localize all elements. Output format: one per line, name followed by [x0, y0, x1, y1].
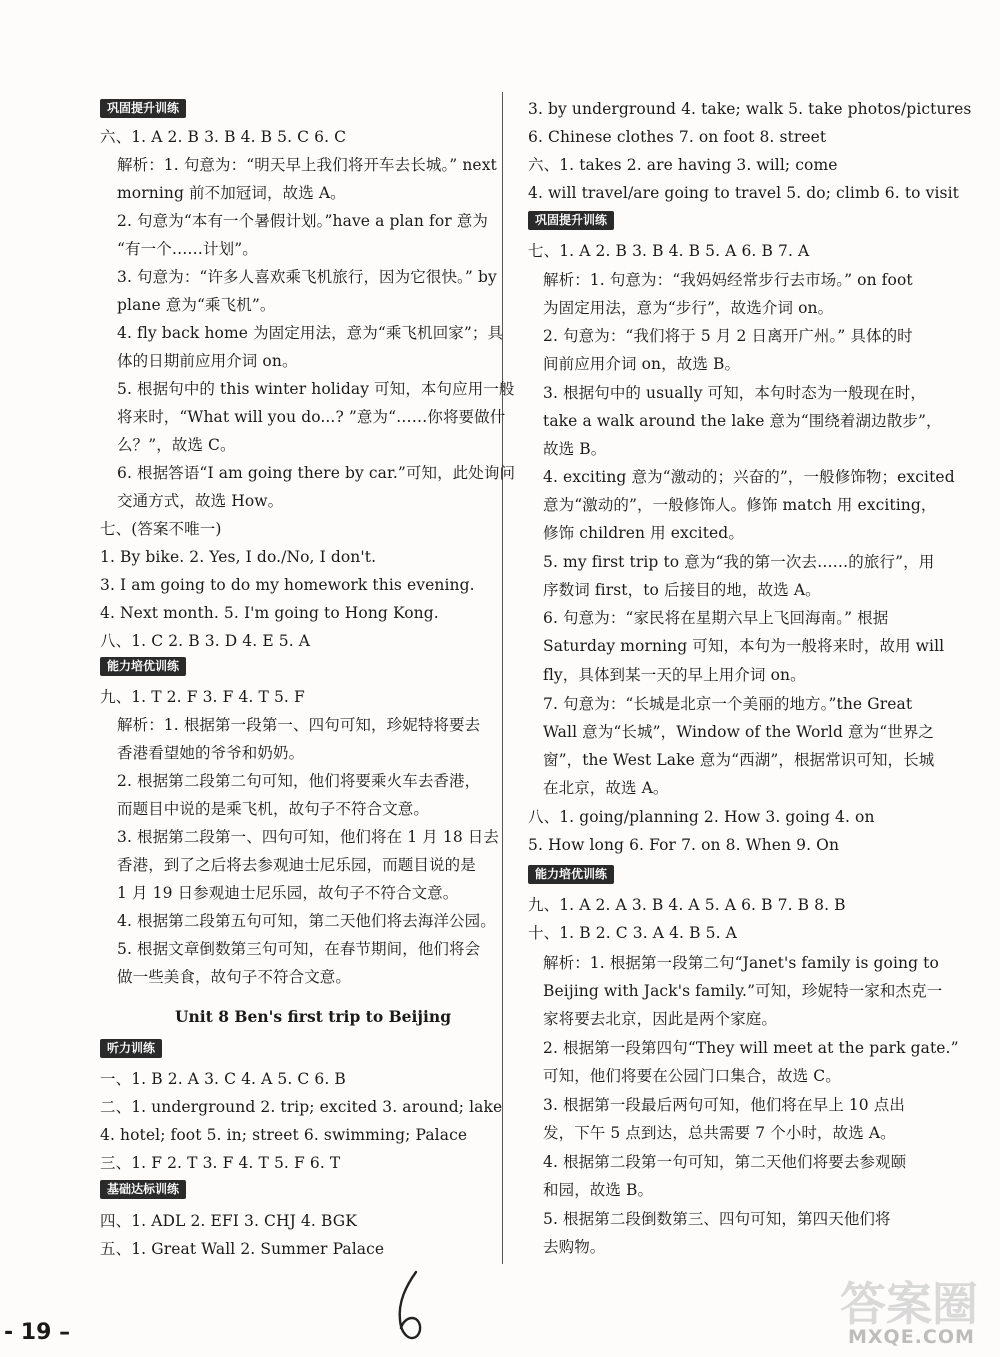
answer-line: 间前应用介词 on，故选 B。 [543, 355, 741, 373]
answer-line: 可知，他们将要在公园门口集合，故选 C。 [543, 1067, 841, 1085]
section-tag-listening: 听力训练 [100, 1039, 162, 1058]
answer-line: 为固定用法，意为“步行”，故选介词 on。 [543, 299, 834, 317]
answer-line: 6. 根据答语“I am going there by car.”可知，此处询问 [117, 464, 516, 482]
answer-line: 2. 根据第二段第二句可知，他们将要乘火车去香港， [117, 772, 481, 790]
section-tag-ability: 能力培优训练 [528, 865, 614, 884]
answer-line: 4. will travel/are going to travel 5. do; climb 6. to visit [528, 184, 959, 202]
answer-line: 六、1. A 2. B 3. B 4. B 5. C 6. C [100, 128, 347, 146]
answer-line: 4. 根据第二段第一句可知，第二天他们将要去参观颐 [543, 1153, 907, 1171]
answer-line: 2. 句意为“本有一个暑假计划。”have a plan for 意为 [117, 212, 488, 230]
answer-line: 4. hotel; foot 5. in; street 6. swimming; Palace [100, 1126, 468, 1144]
watermark-url: MXQE.COM [848, 1326, 975, 1348]
answer-line: 2. 句意为：“我们将于 5 月 2 日离开广州。” 具体的时 [543, 327, 913, 345]
answer-line: 意为“激动的”，一般修饰人。修饰 match 用 exciting， [543, 496, 937, 514]
column-divider [502, 92, 503, 1264]
answer-line: morning 前不加冠词，故选 A。 [117, 184, 346, 202]
answer-line: 家将要去北京，因此是两个家庭。 [543, 1010, 778, 1028]
handwritten-mark-icon [390, 1268, 430, 1346]
watermark-text: 答案圈 [840, 1277, 978, 1331]
answer-line: Wall 意为“长城”，Window of the World 意为“世界之 [543, 723, 935, 741]
answer-line: 3. 句意为：“许多人喜欢乘飞机旅行，因为它很快。” by [117, 268, 497, 286]
answer-line: 3. I am going to do my homework this evening. [100, 576, 475, 594]
answer-line: 六、1. takes 2. are having 3. will; come [528, 156, 838, 174]
section-tag-consolidate: 巩固提升训练 [528, 211, 614, 230]
answer-line: 和园，故选 B。 [543, 1181, 654, 1199]
answer-line: Beijing with Jack's family.”可知，珍妮特一家和杰克一 [543, 982, 943, 1000]
page-number: - 19 – [4, 1320, 71, 1345]
answer-line: 4. fly back home 为固定用法，意为“乘飞机回家”；具 [117, 324, 504, 342]
answer-line: 4. exciting 意为“激动的；兴奋的”，一般修饰物；excited [543, 468, 955, 486]
section-tag-basic: 基础达标训练 [100, 1180, 186, 1199]
answer-line: 香港看望她的爷爷和奶奶。 [117, 744, 305, 762]
answer-line: 九、1. A 2. A 3. B 4. A 5. A 6. B 7. B 8. B [528, 896, 846, 914]
answer-line: fly，具体到某一天的早上用介词 on。 [543, 666, 806, 684]
section-tag-ability: 能力培优训练 [100, 657, 186, 676]
answer-line: 一、1. B 2. A 3. C 4. A 5. C 6. B [100, 1070, 346, 1088]
answer-line: 体的日期前应用介词 on。 [117, 352, 298, 370]
answer-line: 七、(答案不唯一) [100, 520, 222, 538]
answer-line: 5. How long 6. For 7. on 8. When 9. On [528, 836, 840, 854]
answer-line: 二、1. underground 2. trip; excited 3. around; lake [100, 1098, 503, 1116]
answer-line: 四、1. ADL 2. EFI 3. CHJ 4. BGK [100, 1212, 357, 1230]
answer-line: 么？”，故选 C。 [117, 436, 236, 454]
answer-line: 八、1. C 2. B 3. D 4. E 5. A [100, 632, 311, 650]
answer-line: 解析：1. 根据第一段第二句“Janet's family is going to [543, 954, 939, 972]
answer-line: 1 月 19 日参观迪士尼乐园，故句子不符合文意。 [117, 884, 459, 902]
answer-line: 7. 句意为：“长城是北京一个美丽的地方。”the Great [543, 695, 913, 713]
answer-line: 发，下午 5 点到达，总共需要 7 个小时，故选 A。 [543, 1124, 896, 1142]
answer-line: 解析：1. 根据第一段第一、四句可知，珍妮特将要去 [117, 716, 481, 734]
answer-line: 1. By bike. 2. Yes, I do./No, I don't. [100, 548, 377, 566]
answer-line: 修饰 children 用 excited。 [543, 524, 744, 542]
answer-line: 3. 根据句中的 usually 可知，本句时态为一般现在时， [543, 384, 927, 402]
answer-line: 3. by underground 4. take; walk 5. take photos/pictures [528, 100, 972, 118]
answer-line: Saturday morning 可知，本句为一般将来时，故用 will [543, 637, 945, 655]
answer-line: 3. 根据第一段最后两句可知，他们将在早上 10 点出 [543, 1096, 905, 1114]
answer-line: take a walk around the lake 意为“围绕着湖边散步”， [543, 412, 942, 430]
answer-line: 2. 根据第一段第四句“They will meet at the park gate.” [543, 1039, 959, 1057]
answer-line: 故选 B。 [543, 440, 607, 458]
answer-line: “有一个……计划”。 [117, 240, 258, 258]
answer-line: 窗”，the West Lake 意为“西湖”，根据常识可知，长城 [543, 751, 935, 769]
answer-line: 而题目中说的是乘飞机，故句子不符合文意。 [117, 800, 430, 818]
answer-line: 解析：1. 句意为：“我妈妈经常步行去市场。” on foot [543, 271, 913, 289]
answer-line: 5. 根据文章倒数第三句可知，在春节期间，他们将会 [117, 940, 481, 958]
section-tag-consolidate: 巩固提升训练 [100, 99, 186, 118]
answer-line: 五、1. Great Wall 2. Summer Palace [100, 1240, 385, 1258]
answer-line: 5. my first trip to 意为“我的第一次去……的旅行”，用 [543, 553, 935, 571]
answer-line: 3. 根据第二段第一、四句可知，他们将在 1 月 18 日去 [117, 828, 500, 846]
answer-line: 九、1. T 2. F 3. F 4. T 5. F [100, 688, 305, 706]
unit-title: Unit 8 Ben's first trip to Beijing [175, 1007, 452, 1026]
answer-line: 在北京，故选 A。 [543, 779, 669, 797]
answer-line: 去购物。 [543, 1238, 606, 1256]
answer-line: 三、1. F 2. T 3. F 4. T 5. F 6. T [100, 1154, 341, 1172]
answer-line: 6. Chinese clothes 7. on foot 8. street [528, 128, 827, 146]
answer-line: 5. 根据第二段倒数第三、四句可知，第四天他们将 [543, 1210, 891, 1228]
answer-line: 做一些美食，故句子不符合文意。 [117, 968, 352, 986]
answer-line: 解析：1. 句意为：“明天早上我们将开车去长城。” next [117, 156, 497, 174]
answer-line: 5. 根据句中的 this winter holiday 可知，本句应用一般 [117, 380, 515, 398]
answer-line: 将来时，“What will you do...? ”意为“……你将要做什 [117, 408, 506, 426]
answer-line: plane 意为“乘飞机”。 [117, 296, 276, 314]
answer-line: 序数词 first，to 后接目的地，故选 A。 [543, 581, 821, 599]
answer-line: 七、1. A 2. B 3. B 4. B 5. A 6. B 7. A [528, 242, 810, 260]
answer-line: 6. 句意为：“家民将在星期六早上飞回海南。” 根据 [543, 609, 889, 627]
answer-line: 香港，到了之后将去参观迪士尼乐园，而题目说的是 [117, 856, 476, 874]
answer-line: 4. Next month. 5. I'm going to Hong Kong. [100, 604, 439, 622]
answer-line: 交通方式，故选 How。 [117, 492, 284, 510]
answer-line: 十、1. B 2. C 3. A 4. B 5. A [528, 924, 737, 942]
answer-line: 4. 根据第二段第五句可知，第二天他们将去海洋公园。 [117, 912, 496, 930]
answer-line: 八、1. going/planning 2. How 3. going 4. on [528, 808, 875, 826]
